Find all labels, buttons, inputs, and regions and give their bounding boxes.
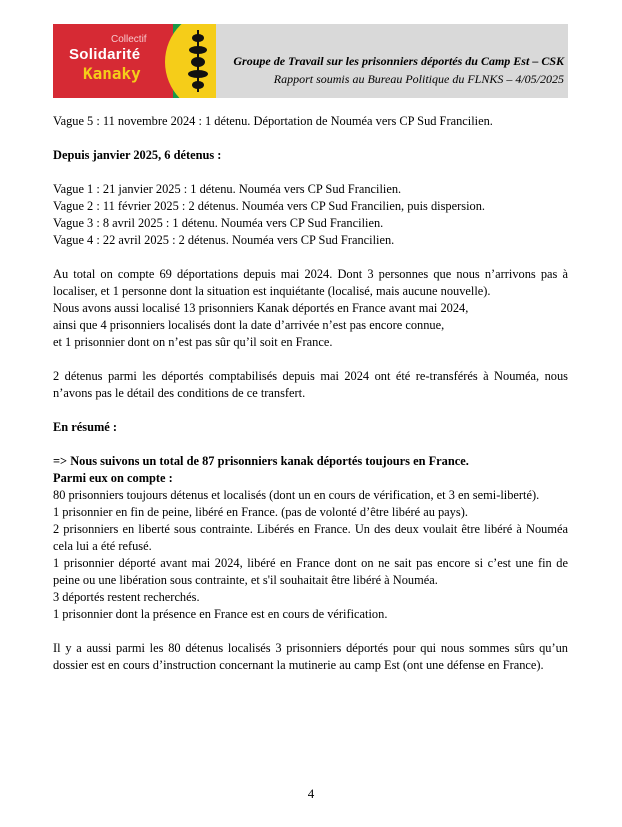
header-title: Groupe de Travail sur les prisonniers déportés du Camp Est – CSK	[233, 54, 564, 68]
wave-line: Vague 1 : 21 janvier 2025 : 1 détenu. Nouméa vers CP Sud Francilien.	[53, 182, 402, 196]
summary-item: 1 prisonnier dont la présence en France est en cours de vérification.	[53, 607, 388, 621]
summary-heading: En résumé :	[53, 420, 118, 434]
since-2025-heading: Depuis janvier 2025, 6 détenus :	[53, 148, 222, 162]
localised-line: ainsi que 4 prisonniers localisés dont la date d’arrivée n’est pas encore connue,	[53, 318, 445, 332]
total-paragraph: Au total on compte 69 déportations depuis mai 2024. Dont 3 personnes que nous n’arrivons pas à localiser, et 1 personne dont la situation est inquiétante (localisé, mais aucune nouvelle).	[53, 267, 568, 298]
header-subtitle: Rapport soumis au Bureau Politique du FLNKS – 4/05/2025	[273, 72, 564, 86]
summary-item: 1 prisonnier déporté avant mai 2024, libéré en France dont on ne sait pas encore si c’est une fin de peine ou une libération sous contrainte, et s'il souhaitait être libéré à Nouméa.	[53, 556, 568, 587]
summary-item: 80 prisonniers toujours détenus et localisés (dont un en cours de vérification, et 3 en semi-liberté).	[53, 488, 540, 502]
localised-line: Nous avons aussi localisé 13 prisonniers Kanak déportés en France avant mai 2024,	[53, 301, 469, 315]
logo-text-top: Collectif	[111, 34, 147, 45]
summary-item: 1 prisonnier en fin de peine, libéré en France. (pas de volonté d’être libéré au pays).	[53, 505, 468, 519]
fleche-faitiere-icon	[183, 28, 213, 94]
wave-line: Vague 4 : 22 avril 2025 : 2 détenus. Nouméa vers CP Sud Francilien.	[53, 233, 395, 247]
logo-text-bottom: Kanaky	[83, 64, 141, 83]
wave-line: Vague 3 : 8 avril 2025 : 1 détenu. Nouméa vers CP Sud Francilien.	[53, 216, 384, 230]
summary-item: 3 déportés restent recherchés.	[53, 590, 200, 604]
closing-paragraph: Il y a aussi parmi les 80 détenus localisés 3 prisonniers déportés pour qui nous sommes sûrs qu’un dossier est en cours d’instruction concernant la mutinerie au camp Est (ont une défense en France).	[53, 641, 568, 672]
collectif-logo	[53, 24, 216, 98]
page-number: 4	[307, 786, 315, 801]
page-header	[53, 24, 568, 98]
wave-line: Vague 2 : 11 février 2025 : 2 détenus. Nouméa vers CP Sud Francilien, puis dispersion.	[53, 199, 485, 213]
summary-total: => Nous suivons un total de 87 prisonniers kanak déportés toujours en France.	[53, 454, 469, 468]
wave-5-line: Vague 5 : 11 novembre 2024 : 1 détenu. Déportation de Nouméa vers CP Sud Francilien.	[53, 114, 493, 128]
among-them-label: Parmi eux on compte :	[53, 471, 173, 485]
summary-item: 2 prisonniers en liberté sous contrainte. Libérés en France. Un des deux voulait être libéré à Nouméa cela lui a été refusé.	[53, 522, 568, 553]
retransfer-paragraph: 2 détenus parmi les déportés comptabilisés depuis mai 2024 ont été re-transférés à Nouméa, nous n’avons pas le détail des conditions de ce transfert.	[53, 369, 568, 400]
localised-line: et 1 prisonnier dont on n’est pas sûr qu’il soit en France.	[53, 335, 333, 349]
logo-text-mid: Solidarité	[69, 46, 141, 63]
document-body	[53, 113, 568, 674]
